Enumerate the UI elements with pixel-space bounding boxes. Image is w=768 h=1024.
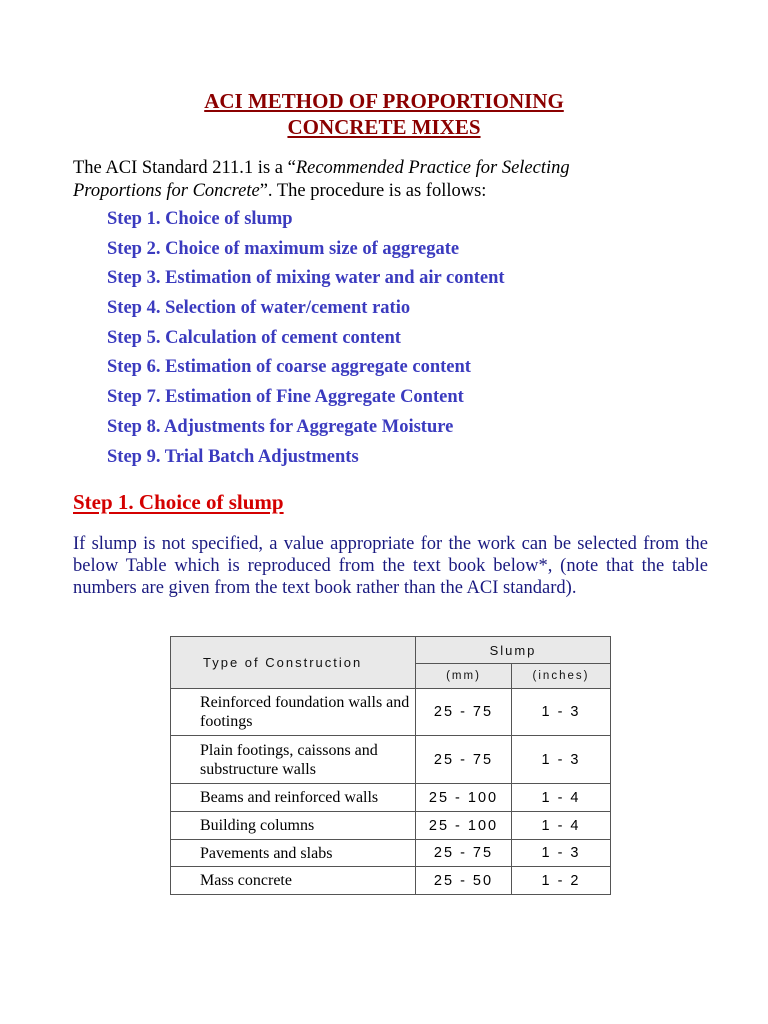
row-mm: 25 - 75: [416, 840, 512, 867]
intro-suffix: ”. The procedure is as follows:: [259, 181, 487, 201]
header-slump: Slump: [416, 637, 611, 664]
table-row: [171, 736, 611, 784]
table-row: [171, 689, 611, 736]
slump-table: [170, 636, 611, 895]
intro-prefix: The ACI Standard 211.1 is a “: [73, 158, 296, 178]
page-title-line-2: CONCRETE MIXES: [287, 115, 481, 139]
step-item: Step 1. Choice of slump: [107, 209, 293, 229]
row-type: Beams and reinforced walls: [171, 784, 416, 812]
intro-italic-1: Recommended Practice for Selecting: [295, 158, 570, 178]
row-type: Reinforced foundation walls and footings: [171, 689, 416, 736]
row-inches: 1 - 4: [512, 812, 611, 840]
step-item: Step 7. Estimation of Fine Aggregate Content: [107, 387, 464, 408]
intro-line-1: [73, 156, 713, 180]
row-inches: 1 - 3: [512, 689, 611, 736]
step-item: Step 4. Selection of water/cement ratio: [107, 298, 411, 319]
row-type: Mass concrete: [171, 867, 416, 895]
step-item: Step 8. Adjustments for Aggregate Moisture: [107, 416, 454, 437]
row-inches: 1 - 2: [512, 867, 611, 895]
row-mm: 25 - 50: [416, 867, 512, 895]
intro-italic-2: Proportions for Concrete: [73, 181, 260, 201]
row-inches: 1 - 3: [512, 736, 611, 784]
step-item: Step 2. Choice of maximum size of aggregate: [107, 238, 460, 259]
row-type: Plain footings, caissons and substructure walls: [171, 736, 416, 784]
row-inches: 1 - 3: [512, 840, 611, 867]
table-row: [171, 784, 611, 812]
table-row: [171, 867, 611, 895]
header-inches: (inches): [512, 664, 611, 689]
row-inches: 1 - 4: [512, 784, 611, 812]
intro-line-2: [73, 179, 713, 203]
steps-list: [107, 207, 505, 474]
step-item: Step 6. Estimation of coarse aggregate content: [107, 357, 471, 378]
header-mm: (mm): [416, 664, 512, 689]
header-type-of-construction: Type of Construction: [171, 637, 416, 689]
row-mm: 25 - 75: [416, 736, 512, 784]
section-heading: Step 1. Choice of slump: [73, 490, 284, 514]
section-paragraph: If slump is not specified, a value appropriate for the work can be selected from the below Table which is reproduced from the text book below*, (note that the table numbers are given from the text book rather than the ACI standard).: [73, 534, 708, 598]
row-type: Pavements and slabs: [171, 840, 416, 867]
table-row: [171, 840, 611, 867]
row-mm: 25 - 75: [416, 689, 512, 736]
row-mm: 25 - 100: [416, 812, 512, 840]
step-item: Step 3. Estimation of mixing water and air content: [107, 268, 505, 289]
row-type: Building columns: [171, 812, 416, 840]
row-mm: 25 - 100: [416, 784, 512, 812]
step-item: Step 9. Trial Batch Adjustments: [107, 446, 359, 467]
table-row: [171, 812, 611, 840]
step-item: Step 5. Calculation of cement content: [107, 327, 401, 348]
page-title-line-1: ACI METHOD OF PROPORTIONING: [204, 89, 564, 113]
